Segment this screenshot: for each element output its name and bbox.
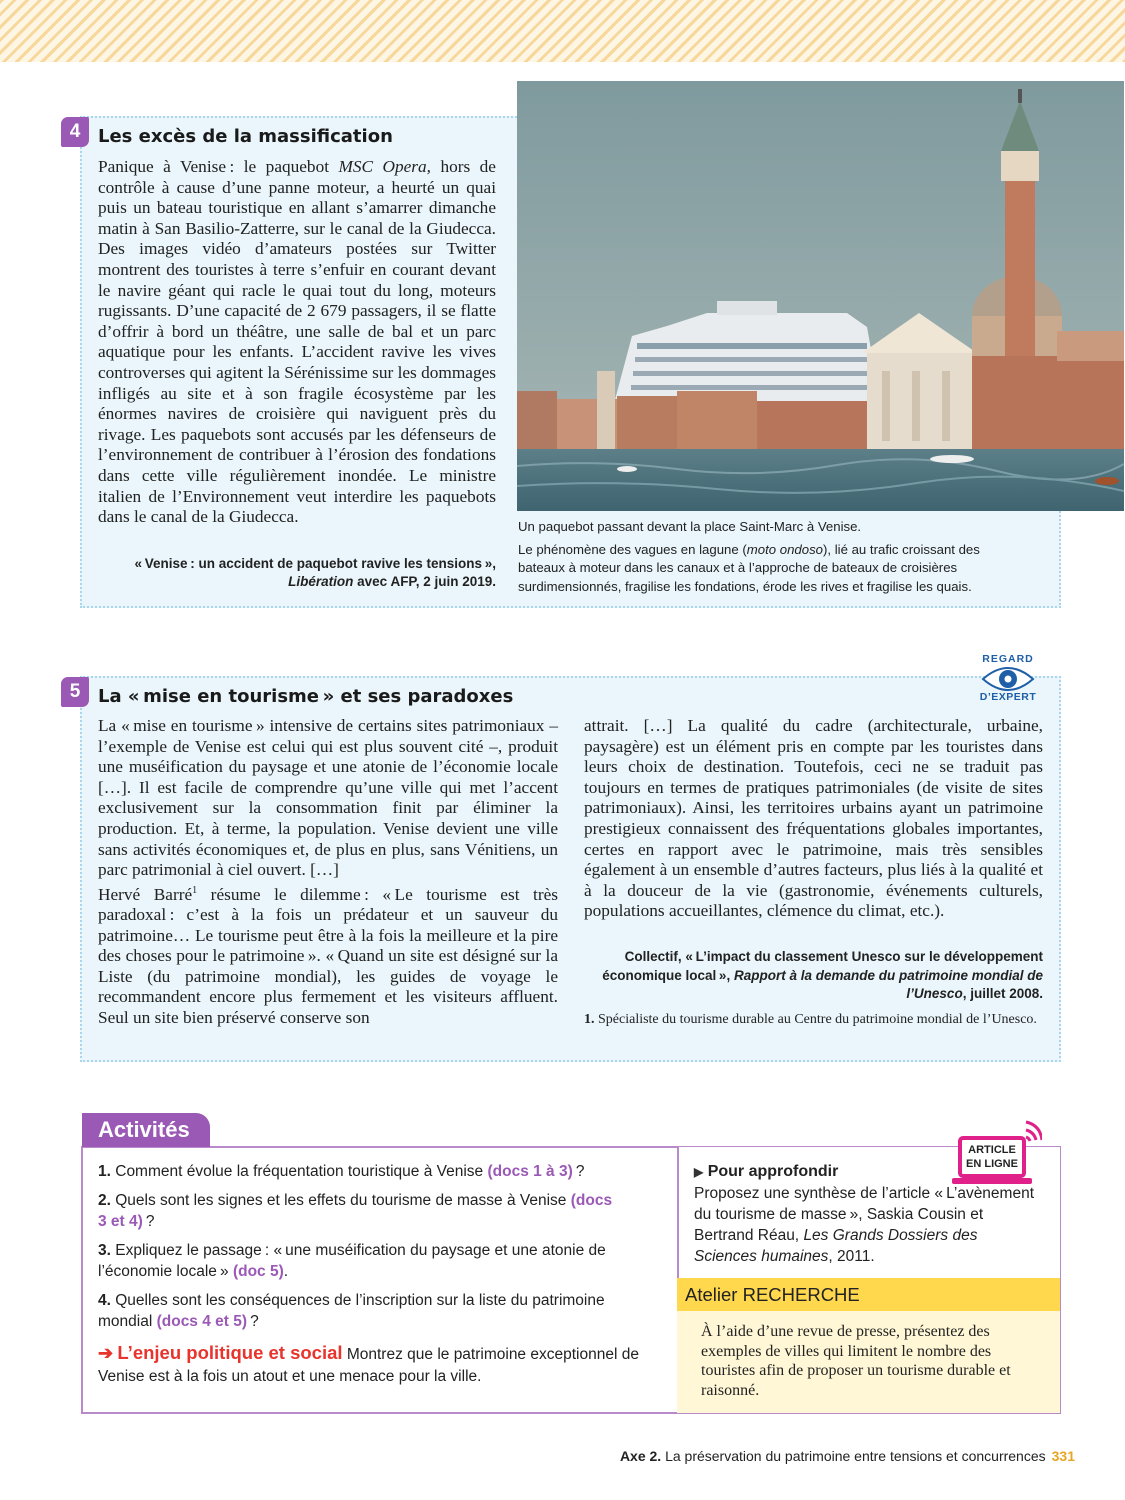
- regard-badge-top-text: REGARD: [982, 653, 1034, 665]
- enjeu-text: Montrez que le patrimoine exceptionnel de Venise est à la fois un atout et une menace pour la ville.: [98, 1346, 639, 1385]
- doc5-number-badge: 5: [61, 677, 89, 707]
- page-footer: [620, 1448, 1075, 1464]
- q4-number: 4.: [98, 1292, 111, 1309]
- doc4-text-rest: hors de contrôle à cause d’une panne moteur, a heurté un quai puis un bateau touristique en allant s’amarrer dimanche matin à San Basilio-Zatterre, sur le canal de la Giudecca. Des images vidéo d’amateurs postées sur Twitter montrent des touristes à terre s’enfuir en courant devant le navire géant qui racle le quai tout du long, moteurs rugissants. D’une capacité de 2 679 passagers, il se flatte d’offrir à bord un théâtre, une salle de bal et un parc aquatique pour les enfants. L’accident ravive les vives controverses qui agitent la Sérénissime sur les dommages infligés au site et à son fragile écosystème par les énormes navires de croisière qui naviguent près du rivage. Les paquebots sont accusés par les défenseurs de l’environnement de contribuer à l’érosion des fondations dans cette ville régulièrement inondée. Le ministre italien de l’Environnement veut interdire les paquebots dans le canal de la Giudecca.: [98, 157, 496, 527]
- q3-ref: (doc 5): [232, 1263, 284, 1280]
- doc5-col1-paragraph1: La « mise en tourisme » intensive de certains sites patrimoniaux – l’exemple de Venise est celui qui est plus souvent cité –, produit une muséification du paysage et une atonie de l’économie locale […]. Il est facile de comprendre qu’une ville qui met l’accent exclusivement sur la consommation finit par éliminer la production. Et, à terme, la population. Venise devient une ville sans activités économiques et, de plus en plus, sans Vénitiens, un parc patrimonial à ciel ouvert. […]: [98, 716, 558, 880]
- page-number: 331: [1051, 1448, 1075, 1464]
- q4-ref: (docs 4 et 5): [156, 1313, 248, 1330]
- q3-text: Expliquez le passage : « une muséification du paysage et une atonie de l’économie locale »: [98, 1242, 606, 1280]
- doc4-source-date: avec AFP, 2 juin 2019.: [353, 574, 496, 589]
- q1-ref: (docs 1 à 3): [487, 1163, 573, 1180]
- triangle-right-icon: ▶: [694, 1165, 704, 1179]
- caption-text-part2: ), lié au trafic croissant des bateaux à moteur dans les canaux et à l’approche de bateaux de croisières surdimensionnés, fragilise les fondations, érode les rives et fragilise les quais.: [518, 541, 980, 594]
- top-decorative-band: [0, 0, 1125, 62]
- photo-illustration: [517, 81, 1124, 511]
- q1-end: ?: [572, 1163, 585, 1180]
- q4-end: ?: [247, 1313, 259, 1330]
- doc5-col1-paragraph2: [98, 881, 558, 1029]
- doc5-source-author: Collectif, « L’impact du classement Unesco sur le développement économique local »,: [602, 949, 1043, 983]
- doc5-title: La « mise en tourisme » et ses paradoxes: [98, 686, 514, 707]
- doc5-column-1: [98, 716, 558, 1029]
- approfondir-heading-text: Pour approfondir: [707, 1163, 839, 1180]
- arrow-right-icon: ➔: [98, 1343, 114, 1363]
- photo-caption-title: Un paquebot passant devant la place Saint-Marc à Venise.: [518, 519, 862, 534]
- venice-cruise-ship-photo: [517, 81, 1124, 511]
- doc4-title: Les excès de la massification: [98, 126, 393, 147]
- approfondir-text-main: Proposez une synthèse de l’article « L’avènement du tourisme de masse », Saskia Cousin et Bertrand Réau,: [694, 1185, 1035, 1244]
- article-badge-line2: EN LIGNE: [966, 1158, 1018, 1170]
- doc5-col1-paragraph2-text: résume le dilemme : « Le tourisme est très paradoxal : c’est à la fois un prédateur et un sauveur du patrimoine… Le tourisme peut être à la fois la meilleure et la pire des choses pour le patrimoine ». « Quand un site est désigné sur la Liste (du patrimoine mondial), les guides de voyage le recommandent encore plus fermement et les visiteurs affluent. Seul un site bien préservé conserve son: [98, 884, 558, 1028]
- article-en-ligne-badge[interactable]: [950, 1120, 1042, 1190]
- q2-number: 2.: [98, 1192, 111, 1209]
- doc5-footnote: [584, 1011, 1043, 1028]
- activities-label: Activités: [82, 1113, 210, 1147]
- q4-text: Quelles sont les conséquences de l’inscription sur la liste du patrimoine mondial: [98, 1292, 605, 1330]
- doc5-source-date: , juillet 2008.: [962, 986, 1043, 1001]
- article-badge-line1: ARTICLE: [968, 1144, 1016, 1156]
- doc5-column-2: attrait. […] La qualité du cadre (architecturale, urbaine, paysagère) est un élément pris en compte par les touristes dans leurs choix de destination. Toutefois, ceci ne se traduit pas toujours en termes de pratiques patrimoniales (de visite de sites patrimoniaux). Ainsi, les territoires urbains ayant un patrimoine prestigieux connaissent des fréquentations globales importantes, certes en rapport avec le patrimoine, mais très sensibles également à un ensemble d’autres facteurs, plus liés à la qualité et à la douceur de la vie (gastronomie, événements culturels, populations accueillantes, clémence du climat, etc.).: [584, 716, 1043, 921]
- photo-caption-text: [518, 541, 1018, 597]
- q2-end: ?: [142, 1213, 155, 1230]
- footnote-text: Spécialiste du tourisme durable au Centre du patrimoine mondial de l’Unesco.: [594, 1012, 1037, 1027]
- ship-name: MSC Opera,: [338, 157, 431, 176]
- footnote-marker: 1: [192, 884, 198, 896]
- enjeu-label: L’enjeu politique et social: [117, 1342, 343, 1363]
- photo-caption: [518, 518, 1018, 596]
- atelier-recherche-body: [677, 1311, 1060, 1413]
- caption-italic-term: moto ondoso: [746, 541, 824, 557]
- doc5-source: [584, 948, 1043, 1004]
- doc4-article-text: [98, 157, 496, 528]
- approfondir-text: [694, 1183, 1039, 1267]
- q1-number: 1.: [98, 1163, 111, 1180]
- question-2: [98, 1190, 618, 1232]
- approfondir-journal: Les Grands Dossiers des Sciences humaines: [694, 1227, 978, 1265]
- q3-number: 3.: [98, 1242, 111, 1259]
- footnote-number: 1.: [584, 1012, 595, 1027]
- doc4-number-badge: 4: [61, 117, 89, 147]
- doc4-source-title: « Venise : un accident de paquebot ravive les tensions »,: [134, 556, 496, 571]
- doc5-source-report: Rapport à la demande du patrimoine mondial de l’Unesco: [733, 967, 1043, 1001]
- regard-badge-bottom-text: D’EXPERT: [979, 691, 1037, 703]
- enjeu-politique-social: [98, 1342, 658, 1388]
- q2-ref: (docs 3 et 4): [98, 1192, 613, 1230]
- atelier-recherche-text: À l’aide d’une revue de presse, présentez des exemples de villes qui limitent le nombre des touristes afin de proposer un tourisme durable et raisonné.: [701, 1323, 1011, 1399]
- atelier-recherche-heading: Atelier RECHERCHE: [677, 1278, 1060, 1311]
- footer-axe: Axe 2.: [619, 1448, 662, 1464]
- caption-text-part1: Le phénomène des vagues en lagune (: [518, 541, 747, 557]
- doc4-text-start: Panique à Venise : le paquebot: [98, 157, 339, 176]
- question-3: [98, 1240, 618, 1282]
- approfondir-year: , 2011.: [828, 1248, 875, 1265]
- question-1: [98, 1161, 658, 1182]
- approfondir-heading: [694, 1161, 838, 1183]
- herve-barre-name: Hervé Barré: [98, 884, 193, 904]
- q2-text: Quels sont les signes et les effets du tourisme de masse à Venise: [110, 1192, 571, 1209]
- q3-end: .: [283, 1263, 289, 1280]
- doc4-source: [98, 555, 496, 591]
- question-4: [98, 1290, 643, 1332]
- regard-expert-badge: [975, 651, 1041, 707]
- footer-text: La préservation du patrimoine entre tensions et concurrences: [661, 1448, 1046, 1464]
- doc4-source-journal: Libération: [288, 574, 354, 589]
- q1-text: Comment évolue la fréquentation touristique à Venise: [110, 1163, 488, 1180]
